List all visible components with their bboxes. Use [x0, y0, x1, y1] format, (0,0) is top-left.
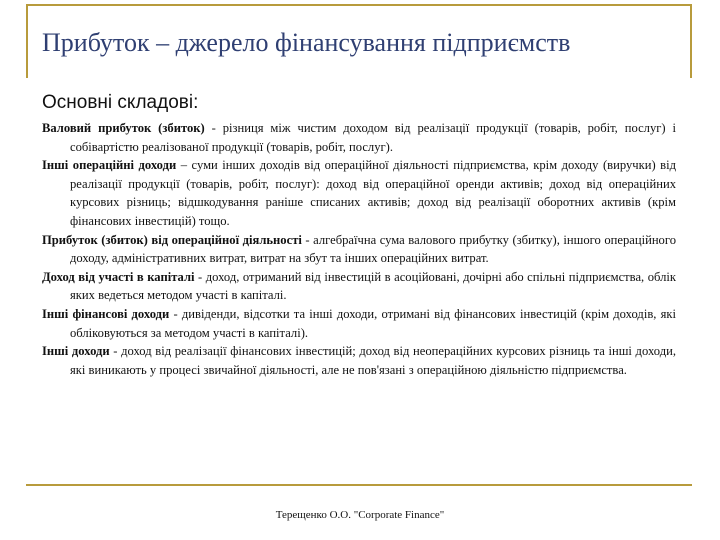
- definition-other-income: [42, 342, 676, 379]
- footer-divider-line: [26, 484, 692, 486]
- definition-text: – суми інших доходів від операційної діяльності підприємства, крім доходу (виручки) від реалізації продукції (товарів, робіт, послуг): доход від операційної оренди активів; доход від операційних курсових різниць; відшкодування раніше списаних активів; доход від реалізації оборотних активів (крім фінансових інвестицій) тощо.: [70, 158, 676, 228]
- subtitle: Основні складові:: [42, 92, 199, 113]
- definition-gross-profit: [42, 119, 676, 156]
- definitions-list: [42, 119, 676, 379]
- definition-text: - різниця між чистим доходом від реалізації продукції (товарів, робіт, послуг) і собівартістю реалізованої продукції (товарів, робіт, послуг).: [70, 121, 676, 154]
- definition-term: Валовий прибуток (збиток): [42, 121, 205, 135]
- definition-text: - дивіденди, відсотки та інші доходи, отримані від фінансових інвестицій (крім доходів, які обліковуються за методом участі в капіталі).: [70, 306, 677, 340]
- definition-text: - доход від реалізації фінансових інвестицій; доход від неопераційних курсових різниць та інші доходи, які виникають у процесі звичайної діяльності, але не пов'язані з операційною діяльністю підприємства.: [70, 344, 676, 377]
- title-frame-top-line: [26, 4, 692, 6]
- footer-credit: Терещенко О.О. "Corporate Finance": [275, 509, 445, 521]
- definition-term: Інші доходи: [42, 344, 110, 359]
- definition-term: Інші операційні доходи: [42, 158, 177, 173]
- definition-equity-income: [42, 268, 676, 305]
- definition-operating-profit: [42, 231, 676, 268]
- definition-text: - алгебраїчна сума валового прибутку (збитку), іншого операційного доходу, адміністративних витрат, витрат на збут та інших операційних витрат.: [70, 232, 676, 266]
- definition-other-financial-income: [42, 305, 676, 342]
- definition-term: Доход від участі в капіталі: [42, 269, 195, 284]
- definition-term: Інші фінансові доходи: [42, 306, 170, 321]
- definition-other-operating-income: [42, 156, 676, 230]
- title-frame-left-line: [26, 4, 28, 78]
- slide-title: Прибуток – джерело фінансування підприємств: [42, 28, 571, 57]
- definition-term: Прибуток (збиток) від операційної діяльності: [42, 232, 302, 247]
- title-frame-right-line: [690, 4, 692, 78]
- definition-text: - доход, отриманий від інвестицій в асоційовані, дочірні або спільні підприємства, облік яких ведеться методом участі в капіталі.: [70, 269, 676, 303]
